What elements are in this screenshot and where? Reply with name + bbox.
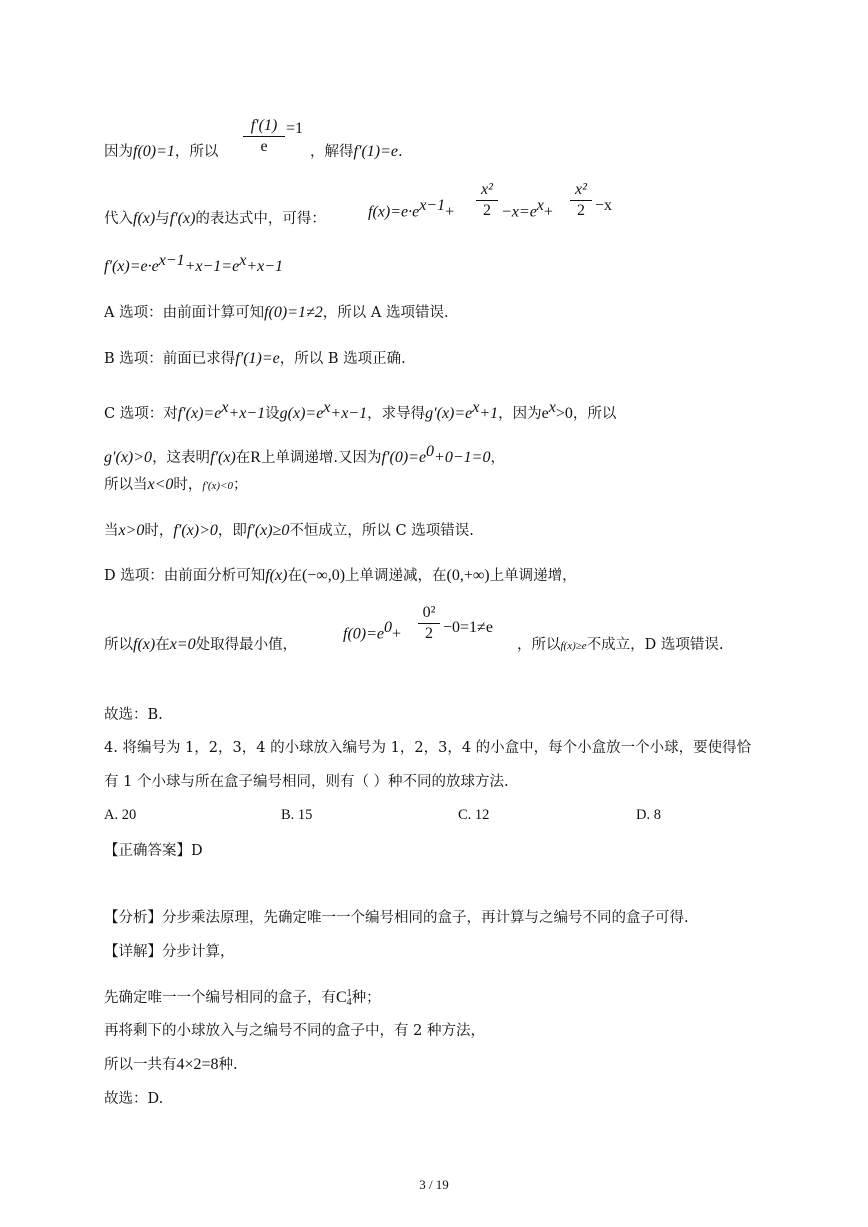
math: +x−1 xyxy=(246,257,284,275)
math: =1 xyxy=(286,120,304,137)
math-sup: x−1 xyxy=(158,252,185,269)
fraction-x2-over-2 xyxy=(476,181,498,220)
math: f′(1)=e xyxy=(353,143,398,160)
math: 4×2=8 xyxy=(176,1056,219,1073)
math-sup: 0 xyxy=(384,619,392,636)
detail-line-1 xyxy=(104,988,381,1008)
text: ，所以 xyxy=(174,144,219,160)
line-11b xyxy=(517,635,724,656)
math: e xyxy=(541,404,549,422)
text: 的表达式中，可得： xyxy=(195,211,326,227)
math-sup: x xyxy=(323,399,331,416)
math-sup: x xyxy=(239,252,247,269)
math-sub: 4 xyxy=(346,997,352,1008)
math: R xyxy=(250,448,261,466)
math: + xyxy=(543,203,553,221)
math: −x=e xyxy=(501,203,537,221)
line-8 xyxy=(104,475,248,496)
option-a: A. 20 xyxy=(104,807,137,823)
text: 先确定唯一一个编号相同的盒子，有 xyxy=(104,990,336,1006)
text: ； xyxy=(233,477,248,493)
math: −x xyxy=(595,197,613,214)
math: (0,+∞) xyxy=(446,567,490,584)
math: (−∞,0) xyxy=(301,567,346,584)
text: 不恒成立，所以 C 选项错误. xyxy=(289,523,474,539)
fraction-x2-over-2 xyxy=(570,181,592,220)
text: 处取得最小值， xyxy=(195,637,298,653)
line-2 xyxy=(104,209,326,229)
math: f′(x)>0 xyxy=(173,522,218,539)
line-7 xyxy=(104,442,505,468)
analysis: 【分析】分步乘法原理，先确定唯一一个编号相同的盒子，再计算与之编号不同的盒子可得. xyxy=(104,910,689,926)
text: 在 xyxy=(155,637,170,653)
line-3 xyxy=(104,251,283,277)
line-option-c xyxy=(104,398,616,424)
question-4-line-2: 有 1 个小球与所在盒子编号相同，则有（ ）种不同的放球方法. xyxy=(104,774,509,790)
math: f′(x)<0 xyxy=(202,480,233,492)
text: ，因为 xyxy=(498,405,542,422)
math: g′(x)>0 xyxy=(104,448,153,466)
denominator: e xyxy=(260,138,268,155)
math: C xyxy=(336,989,347,1006)
math: f′(x) xyxy=(210,448,236,466)
text: ，解得 xyxy=(310,144,354,160)
text: . xyxy=(398,144,403,160)
math: f′(x) xyxy=(169,210,196,227)
math: +x−1=e xyxy=(184,257,240,275)
math-sup: x−1 xyxy=(419,197,446,214)
math: f(x) xyxy=(265,567,288,584)
detail-line-3 xyxy=(104,1055,238,1075)
text: 种； xyxy=(351,990,381,1006)
math: f(0)=1≠2 xyxy=(264,304,323,321)
text: 代入 xyxy=(104,211,133,227)
text: 不成立，D 选项错误. xyxy=(586,637,724,653)
math-sup: x xyxy=(536,197,544,214)
numerator: f′(1) xyxy=(250,117,278,134)
text: 在 xyxy=(287,568,302,584)
text: D 选项：由前面分析可知 xyxy=(104,568,266,584)
line-option-b xyxy=(104,349,406,369)
text: ， xyxy=(490,449,505,466)
text: 所以当 xyxy=(104,477,148,493)
math: +x−1 xyxy=(330,404,368,422)
text: B 选项：前面已求得 xyxy=(104,351,236,367)
formula-fx-2 xyxy=(501,197,553,221)
math: +0−1=0 xyxy=(434,448,491,466)
math: f′(x)≥0 xyxy=(246,522,290,539)
numerator: x² xyxy=(481,181,493,198)
formula-f0 xyxy=(343,619,401,643)
fraction-f1-over-e xyxy=(243,117,285,156)
math-sup: x xyxy=(472,399,480,416)
math: f(x)≥e xyxy=(560,640,587,652)
math: f(0)=e xyxy=(343,625,384,643)
math: f′(1)=e xyxy=(235,350,280,367)
math-sup: 1 xyxy=(346,988,352,999)
math: + xyxy=(392,625,402,643)
text: ，这表明 xyxy=(152,449,211,466)
math: x=0 xyxy=(169,636,196,653)
math: g′(x)=e xyxy=(425,404,473,422)
numerator: 0² xyxy=(422,604,436,621)
math: +x−1 xyxy=(228,404,266,422)
option-c: C. 12 xyxy=(458,807,490,823)
math: + xyxy=(445,203,455,221)
line-answer-choice: 故选：B. xyxy=(104,707,163,723)
text: 因为 xyxy=(104,144,133,160)
text: 当 xyxy=(104,523,119,539)
line-9 xyxy=(104,521,474,541)
math: f′(x)=e·e xyxy=(104,257,159,275)
text: ，所以 B 选项正确. xyxy=(279,351,406,367)
line-1 xyxy=(104,142,218,162)
question-4-line-1: 4. 将编号为 1，2，3，4 的小球放入编号为 1，2，3，4 的小盒中，每个小盒放一个小球，要使得恰 xyxy=(104,740,752,756)
text: ，所以 xyxy=(572,405,617,422)
text: 与 xyxy=(155,211,170,227)
text: 种. xyxy=(218,1057,238,1073)
denominator: 2 xyxy=(577,202,585,219)
detail-line-2: 再将剩下的小球放入与之编号不同的盒子中，有 2 种方法， xyxy=(104,1023,485,1039)
math: f(x)=e·e xyxy=(368,203,420,221)
line-option-a xyxy=(104,303,449,323)
text: 上单调递增， xyxy=(489,568,577,584)
text: ，所以 xyxy=(517,637,561,653)
math: +1 xyxy=(479,404,499,422)
detail-line-4: 故选：D. xyxy=(104,1091,164,1107)
text: 设 xyxy=(265,405,280,422)
fraction-0sq-over-2 xyxy=(418,604,440,643)
text: A 选项：由前面计算可知 xyxy=(104,305,265,321)
option-b: B. 15 xyxy=(281,807,313,823)
line-1b xyxy=(310,142,403,162)
text: 在 xyxy=(235,449,251,466)
math: f(x) xyxy=(133,210,156,227)
text: C 选项：对 xyxy=(104,405,178,422)
line-option-d xyxy=(104,566,577,586)
math-sup: x xyxy=(221,399,229,416)
option-d: D. 8 xyxy=(636,807,661,823)
denominator: 2 xyxy=(483,202,491,219)
text: 时， xyxy=(144,523,174,539)
formula-fx xyxy=(368,197,454,221)
correct-answer: 【正确答案】D xyxy=(104,843,203,859)
page-number: 3 / 19 xyxy=(419,1177,449,1192)
math: f(x) xyxy=(133,636,156,653)
text: 所以 xyxy=(104,637,133,653)
text: ，所以 A 选项错误. xyxy=(322,305,449,321)
math-sup: 0 xyxy=(426,443,435,460)
math: g(x)=e xyxy=(279,404,324,422)
text: 时， xyxy=(173,477,203,493)
text: 上单调递增.又因为 xyxy=(260,449,382,466)
text: ，即 xyxy=(217,523,247,539)
math: f′(x)=e xyxy=(177,404,222,422)
math: f′(0)=e xyxy=(381,448,427,466)
line-11 xyxy=(104,635,297,655)
math-sup: x xyxy=(548,399,556,416)
text: 所以一共有 xyxy=(104,1057,177,1073)
detail-heading: 【详解】分步计算， xyxy=(104,944,235,960)
math: x<0 xyxy=(147,476,174,493)
denominator: 2 xyxy=(425,625,433,642)
math: x>0 xyxy=(118,522,145,539)
text: ，求导得 xyxy=(367,405,426,422)
text: 上单调递减，在 xyxy=(345,568,447,584)
math: >0 xyxy=(555,404,573,422)
math: −0=1≠e xyxy=(443,619,493,636)
math: f(0)=1 xyxy=(133,143,175,160)
numerator: x² xyxy=(575,181,587,198)
